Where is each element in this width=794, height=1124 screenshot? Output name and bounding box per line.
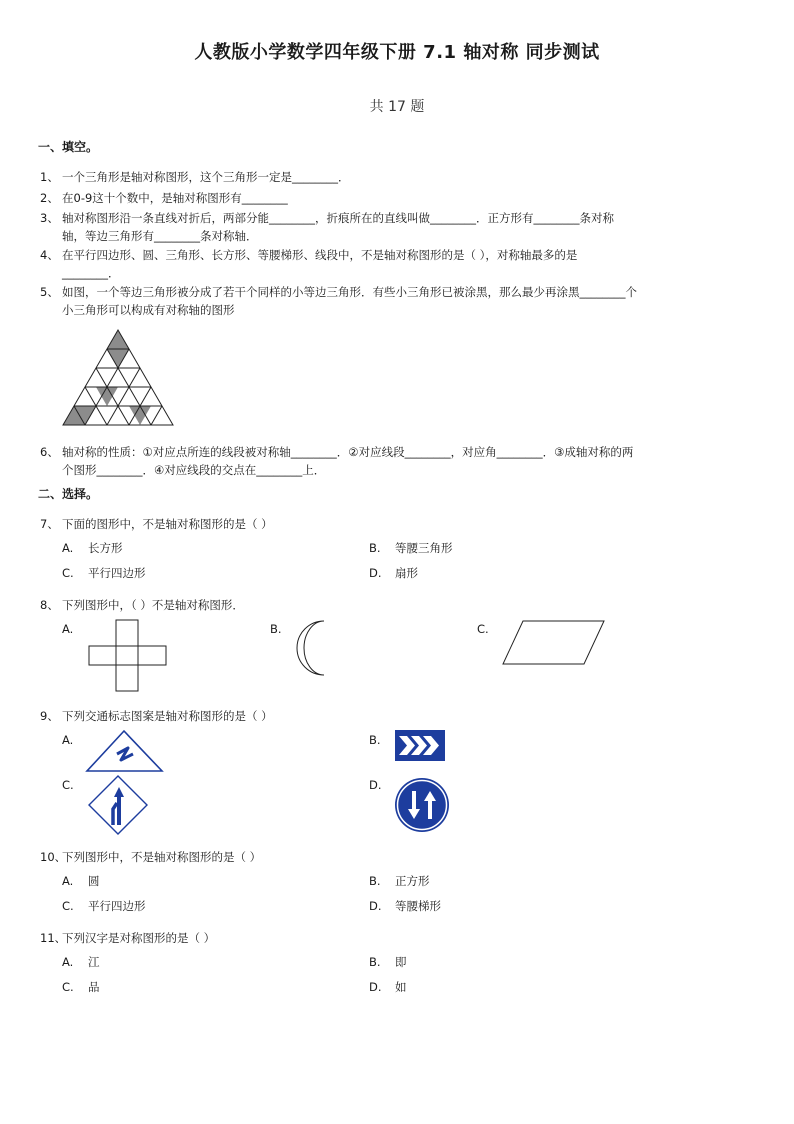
option-a[interactable] (62, 954, 100, 970)
question-number: 8、 (40, 598, 59, 612)
question-number: 6、 (40, 445, 59, 459)
question-number: 9、 (40, 709, 59, 723)
option-text: 扇形 (395, 566, 418, 580)
option-text: 平行四边形 (88, 899, 146, 913)
question-text: 轴对称的性质：①对应点所连的线段被对称轴________．②对应线段________，对应角________．③成轴对称的两 (62, 445, 634, 459)
question-11 (40, 929, 730, 947)
section-choice: 二、选择。 (38, 487, 99, 501)
option-a[interactable] (62, 622, 73, 636)
question-number: 11、 (40, 931, 67, 945)
option-d[interactable] (369, 565, 418, 581)
option-label: A. (62, 622, 74, 636)
option-text: 等腰梯形 (395, 899, 441, 913)
option-a[interactable] (62, 540, 123, 556)
option-d[interactable] (369, 979, 407, 995)
option-label: C. (62, 778, 74, 792)
option-d[interactable] (369, 898, 441, 914)
triangle-grid-figure (63, 330, 173, 426)
page-title: 人教版小学数学四年级下册 7.1 轴对称 同步测试 (194, 42, 600, 63)
option-b[interactable] (369, 540, 453, 556)
option-b[interactable] (369, 733, 381, 747)
option-c[interactable] (62, 565, 146, 581)
question-6 (40, 443, 730, 479)
option-a[interactable] (62, 873, 100, 889)
option-label: D. (369, 899, 382, 913)
question-text: 下列汉字是对称图形的是（ ） (62, 931, 216, 945)
section-fill-in: 一、填空。 (38, 140, 99, 154)
question-5 (40, 283, 730, 319)
option-text: 江 (88, 955, 100, 969)
option-label: A. (62, 955, 74, 969)
question-8 (40, 596, 730, 614)
option-text: 圆 (88, 874, 100, 888)
option-label: D. (369, 980, 382, 994)
option-c[interactable] (477, 622, 489, 636)
option-label: A. (62, 541, 74, 555)
question-7 (40, 515, 730, 533)
option-c[interactable] (62, 898, 146, 914)
option-label: B. (369, 733, 381, 747)
question-text-continued: ________． (62, 266, 120, 280)
option-text: 等腰三角形 (395, 541, 453, 555)
question-text: 下面的图形中，不是轴对称图形的是（ ） (62, 517, 273, 531)
question-text: 下列图形中，不是轴对称图形的是（ ） (62, 850, 262, 864)
option-c[interactable] (62, 979, 100, 995)
option-text: 正方形 (395, 874, 430, 888)
option-a[interactable] (62, 733, 73, 747)
option-c[interactable] (62, 778, 74, 792)
question-2 (40, 189, 730, 207)
option-label: C. (62, 980, 74, 994)
crescent-shape-icon[interactable] (292, 620, 332, 676)
question-3 (40, 209, 730, 245)
question-text: 下列交通标志图案是轴对称图形的是（ ） (62, 709, 273, 723)
option-text: 品 (88, 980, 100, 994)
winding-road-sign-icon[interactable] (86, 730, 163, 772)
question-4 (40, 246, 730, 282)
question-number: 7、 (40, 517, 59, 531)
question-count: 共 17 题 (369, 99, 425, 115)
chevron-sign-icon[interactable] (395, 730, 445, 761)
question-text: 下列图形中，（ ）不是轴对称图形． (62, 598, 244, 612)
question-number: 10、 (40, 850, 67, 864)
option-label: C. (62, 899, 74, 913)
question-number: 5、 (40, 285, 59, 299)
question-number: 4、 (40, 248, 59, 262)
option-b[interactable] (270, 622, 282, 636)
option-label: D. (369, 566, 382, 580)
question-number: 1、 (40, 170, 59, 184)
option-d[interactable] (369, 778, 382, 792)
merge-lane-sign-icon[interactable] (88, 775, 148, 835)
two-way-traffic-sign-icon[interactable] (394, 777, 450, 833)
option-label: B. (270, 622, 282, 636)
question-number: 2、 (40, 191, 59, 205)
option-text: 长方形 (88, 541, 123, 555)
question-10 (40, 848, 730, 866)
option-b[interactable] (369, 954, 407, 970)
question-1 (40, 168, 730, 186)
option-label: C. (62, 566, 74, 580)
option-label: C. (477, 622, 489, 636)
cross-shape-icon[interactable] (89, 620, 167, 692)
option-b[interactable] (369, 873, 430, 889)
question-text: 在0-9这十个数中，是轴对称图形有________ (62, 191, 288, 205)
question-number: 3、 (40, 211, 59, 225)
option-label: B. (369, 874, 381, 888)
option-label: B. (369, 541, 381, 555)
question-text-continued: 个图形________．④对应线段的交点在________上． (62, 463, 326, 477)
question-9 (40, 707, 730, 725)
option-label: A. (62, 733, 74, 747)
option-text: 如 (395, 980, 407, 994)
option-text: 平行四边形 (88, 566, 146, 580)
option-text: 即 (395, 955, 407, 969)
question-text: 一个三角形是轴对称图形，这个三角形一定是________． (62, 170, 350, 184)
question-text: 如图，一个等边三角形被分成了若干个同样的小等边三角形．有些小三角形已被涂黑，那么最少再涂黑________个 (62, 285, 637, 299)
option-label: D. (369, 778, 382, 792)
option-label: A. (62, 874, 74, 888)
parallelogram-shape-icon[interactable] (503, 621, 605, 665)
question-text: 轴对称图形沿一条直线对折后，两部分能________，折痕所在的直线叫做________．正方形有________条对称 (62, 211, 614, 225)
question-text: 在平行四边形、圆、三角形、长方形、等腰梯形、线段中，不是轴对称图形的是（ ），对称轴最多的是 (62, 248, 578, 262)
question-text-continued: 小三角形可以构成有对称轴的图形 (62, 303, 235, 317)
option-label: B. (369, 955, 381, 969)
question-text-continued: 轴，等边三角形有________条对称轴． (62, 229, 258, 243)
